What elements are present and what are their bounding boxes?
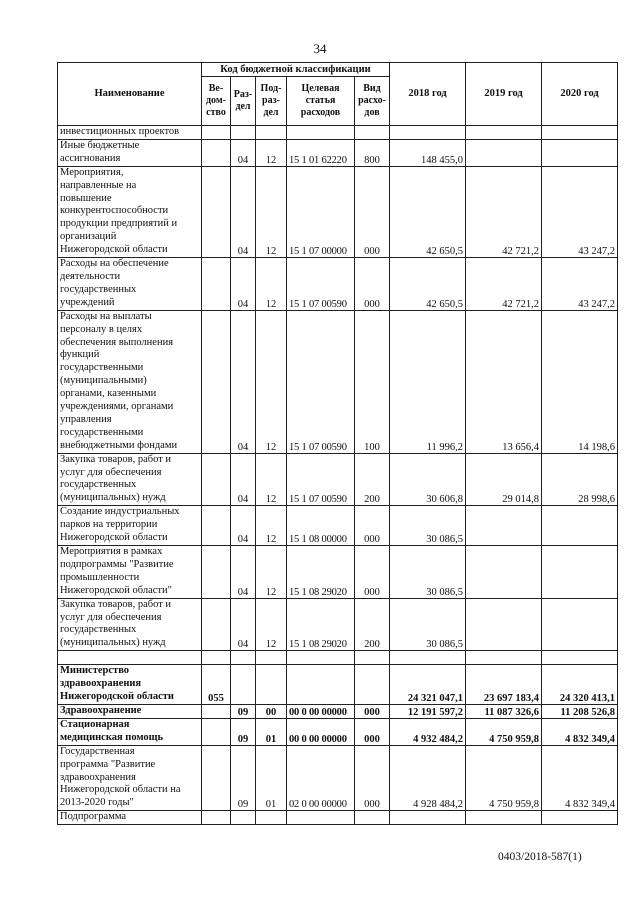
row-value-2018: 42 650,5 (390, 258, 466, 311)
header-2018: 2018 год (390, 63, 466, 126)
row-name: Закупка товаров, работ и услуг для обеспечения государственных (муниципальных) нужд (58, 453, 202, 506)
row-vedomstvo (202, 811, 231, 825)
row-target: 15 1 07 00590 (287, 453, 355, 506)
row-vedomstvo (202, 453, 231, 506)
row-value-2019: 23 697 183,4 (466, 665, 542, 705)
row-name: Мероприятия в рамках подпрограммы "Развитие промышленности Нижегородской области" (58, 546, 202, 599)
row-podrazdel (256, 811, 287, 825)
table-body (58, 126, 618, 825)
row-value-2019 (466, 811, 542, 825)
row-value-2019: 11 087 326,6 (466, 704, 542, 718)
row-razdel (231, 651, 256, 665)
table-row (58, 811, 618, 825)
table-row (58, 745, 618, 811)
row-razdel (231, 811, 256, 825)
row-vedomstvo (202, 546, 231, 599)
table-row (58, 718, 618, 745)
row-vid (355, 651, 390, 665)
row-value-2019 (466, 651, 542, 665)
header-code-group: Код бюджетной классификации (202, 63, 390, 77)
row-value-2018 (390, 811, 466, 825)
row-value-2018: 30 086,5 (390, 546, 466, 599)
row-value-2020 (542, 811, 618, 825)
row-value-2018: 30 086,5 (390, 506, 466, 546)
row-name: Подпрограмма (58, 811, 202, 825)
row-name: Стационарная медицинская помощь (58, 718, 202, 745)
row-vedomstvo (202, 704, 231, 718)
row-target (287, 651, 355, 665)
row-value-2019: 13 656,4 (466, 310, 542, 453)
row-razdel: 04 (231, 310, 256, 453)
row-razdel: 09 (231, 704, 256, 718)
row-vedomstvo (202, 166, 231, 257)
row-value-2020: 11 208 526,8 (542, 704, 618, 718)
row-razdel: 04 (231, 546, 256, 599)
table-row (58, 310, 618, 453)
row-value-2018: 12 191 597,2 (390, 704, 466, 718)
row-name: Мероприятия, направленные на повышение конкурентоспособности продукции предприятий и организаций Нижегородской области (58, 166, 202, 257)
row-razdel: 04 (231, 506, 256, 546)
row-value-2020: 4 832 349,4 (542, 745, 618, 811)
row-vedomstvo (202, 126, 231, 140)
row-razdel: 09 (231, 745, 256, 811)
row-vedomstvo (202, 651, 231, 665)
table-row (58, 166, 618, 257)
row-name: Иные бюджетные ассигнования (58, 139, 202, 166)
row-value-2019 (466, 546, 542, 599)
header-row-top (58, 63, 618, 77)
row-target (287, 811, 355, 825)
row-razdel: 04 (231, 598, 256, 651)
row-target: 02 0 00 00000 (287, 745, 355, 811)
document-code: 0403/2018-587(1) (498, 851, 582, 863)
row-podrazdel (256, 126, 287, 140)
row-name: инвестиционных проектов (58, 126, 202, 140)
row-value-2019 (466, 139, 542, 166)
row-value-2018 (390, 126, 466, 140)
row-vedomstvo (202, 139, 231, 166)
row-razdel: 04 (231, 453, 256, 506)
row-value-2020 (542, 126, 618, 140)
table-row (58, 598, 618, 651)
row-value-2019: 4 750 959,8 (466, 718, 542, 745)
header-podrazdel: Под- раз- дел (256, 77, 287, 126)
row-podrazdel (256, 665, 287, 705)
row-razdel: 04 (231, 166, 256, 257)
row-vid: 200 (355, 598, 390, 651)
row-vid (355, 126, 390, 140)
row-value-2018: 148 455,0 (390, 139, 466, 166)
row-vid: 000 (355, 258, 390, 311)
row-podrazdel: 12 (256, 310, 287, 453)
header-vid: Вид расхо- дов (355, 77, 390, 126)
row-value-2019: 42 721,2 (466, 166, 542, 257)
row-target: 15 1 08 29020 (287, 598, 355, 651)
row-vid: 000 (355, 704, 390, 718)
row-name: Создание индустриальных парков на территории Нижегородской области (58, 506, 202, 546)
row-target: 15 1 07 00000 (287, 166, 355, 257)
row-value-2019 (466, 126, 542, 140)
row-target (287, 665, 355, 705)
header-2019: 2019 год (466, 63, 542, 126)
row-vid: 000 (355, 546, 390, 599)
row-vedomstvo (202, 598, 231, 651)
row-podrazdel (256, 651, 287, 665)
row-vid: 100 (355, 310, 390, 453)
budget-table (57, 62, 618, 825)
header-vedomstvo: Ве- дом- ство (202, 77, 231, 126)
row-name: Здравоохранение (58, 704, 202, 718)
table-row (58, 453, 618, 506)
table-row (58, 258, 618, 311)
row-value-2020: 14 198,6 (542, 310, 618, 453)
table-row (58, 665, 618, 705)
row-value-2018: 4 932 484,2 (390, 718, 466, 745)
row-podrazdel: 12 (256, 453, 287, 506)
row-vid: 000 (355, 166, 390, 257)
row-vid: 800 (355, 139, 390, 166)
row-value-2019: 4 750 959,8 (466, 745, 542, 811)
header-name: Наименование (58, 63, 202, 126)
table-row (58, 506, 618, 546)
row-value-2020: 28 998,6 (542, 453, 618, 506)
row-value-2020: 43 247,2 (542, 258, 618, 311)
table-row (58, 126, 618, 140)
row-podrazdel: 12 (256, 166, 287, 257)
row-name: Государственная программа "Развитие здравоохранения Нижегородской области на 2013-2020 годы" (58, 745, 202, 811)
row-value-2018 (390, 651, 466, 665)
row-value-2018: 24 321 047,1 (390, 665, 466, 705)
row-vid: 000 (355, 745, 390, 811)
row-value-2018: 42 650,5 (390, 166, 466, 257)
table-row (58, 651, 618, 665)
header-target: Целевая статья расходов (287, 77, 355, 126)
row-value-2020 (542, 651, 618, 665)
row-value-2020: 43 247,2 (542, 166, 618, 257)
row-value-2020 (542, 598, 618, 651)
row-vedomstvo: 055 (202, 665, 231, 705)
row-name: Расходы на обеспечение деятельности государственных учреждений (58, 258, 202, 311)
header-razdel: Раз- дел (231, 77, 256, 126)
row-vedomstvo (202, 506, 231, 546)
row-value-2020 (542, 139, 618, 166)
row-podrazdel: 12 (256, 546, 287, 599)
row-value-2019: 42 721,2 (466, 258, 542, 311)
row-razdel: 09 (231, 718, 256, 745)
row-podrazdel: 12 (256, 506, 287, 546)
row-vedomstvo (202, 310, 231, 453)
row-value-2020 (542, 506, 618, 546)
row-podrazdel: 12 (256, 139, 287, 166)
row-value-2018: 30 086,5 (390, 598, 466, 651)
page-number: 34 (313, 41, 327, 56)
table-row (58, 704, 618, 718)
row-vid: 200 (355, 453, 390, 506)
header-2020: 2020 год (542, 63, 618, 126)
row-vid (355, 665, 390, 705)
row-name: Закупка товаров, работ и услуг для обеспечения государственных (муниципальных) нужд (58, 598, 202, 651)
row-name (58, 651, 202, 665)
table-row (58, 546, 618, 599)
row-podrazdel: 12 (256, 258, 287, 311)
row-value-2018: 30 606,8 (390, 453, 466, 506)
row-target: 15 1 08 29020 (287, 546, 355, 599)
table-row (58, 139, 618, 166)
row-value-2020 (542, 546, 618, 599)
row-value-2020: 24 320 413,1 (542, 665, 618, 705)
row-name: Расходы на выплаты персоналу в целях обеспечения выполнения функций государственными (муниципальными) органами, казенными учреждениями, органами управления государственными внебюджетными фондами (58, 310, 202, 453)
row-value-2020: 4 832 349,4 (542, 718, 618, 745)
row-name: Министерство здравоохранения Нижегородской области (58, 665, 202, 705)
row-target: 15 1 08 00000 (287, 506, 355, 546)
row-target: 15 1 01 62220 (287, 139, 355, 166)
row-razdel: 04 (231, 139, 256, 166)
row-podrazdel: 12 (256, 598, 287, 651)
row-value-2018: 11 996,2 (390, 310, 466, 453)
row-target: 15 1 07 00590 (287, 310, 355, 453)
row-podrazdel: 01 (256, 745, 287, 811)
row-value-2018: 4 928 484,2 (390, 745, 466, 811)
row-vid (355, 811, 390, 825)
row-target (287, 126, 355, 140)
row-value-2019 (466, 506, 542, 546)
row-vedomstvo (202, 745, 231, 811)
row-target: 00 0 00 00000 (287, 704, 355, 718)
row-target: 00 0 00 00000 (287, 718, 355, 745)
row-vid: 000 (355, 718, 390, 745)
row-razdel (231, 665, 256, 705)
row-target: 15 1 07 00590 (287, 258, 355, 311)
row-razdel: 04 (231, 258, 256, 311)
row-value-2019: 29 014,8 (466, 453, 542, 506)
row-vedomstvo (202, 718, 231, 745)
row-razdel (231, 126, 256, 140)
row-podrazdel: 01 (256, 718, 287, 745)
row-vedomstvo (202, 258, 231, 311)
row-vid: 000 (355, 506, 390, 546)
row-podrazdel: 00 (256, 704, 287, 718)
row-value-2019 (466, 598, 542, 651)
